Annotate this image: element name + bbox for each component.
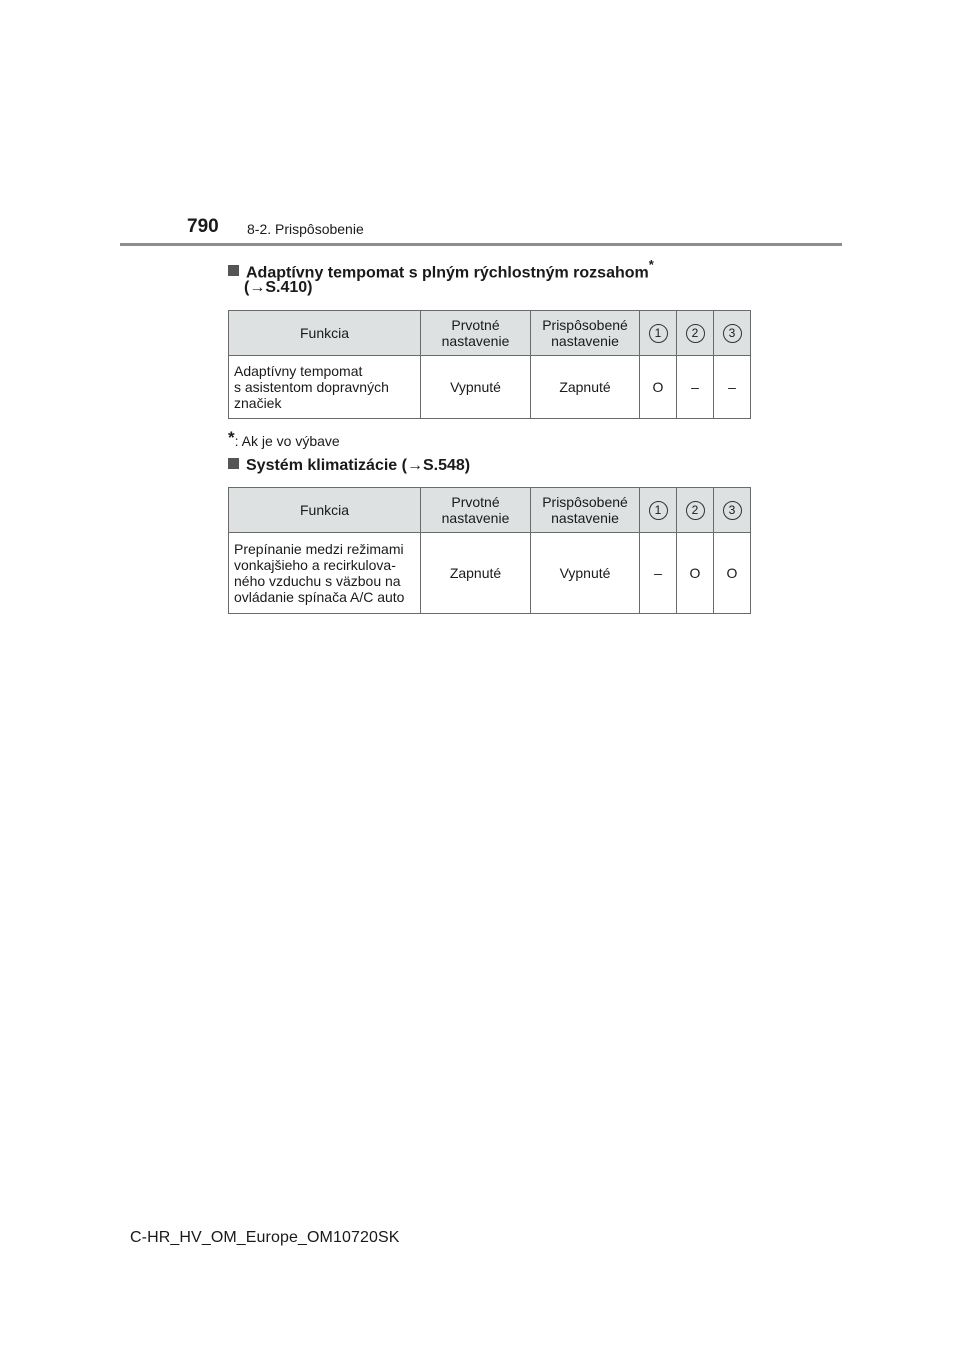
cell-custom: Zapnuté <box>531 356 640 419</box>
cell-c2: – <box>677 356 714 419</box>
function-line: vonkajšieho a recirkulova- <box>234 557 396 573</box>
cell-custom: Vypnuté <box>531 533 640 614</box>
footnote-text: : Ak je vo výbave <box>234 433 340 449</box>
table-row <box>229 533 751 614</box>
header-divider <box>120 243 842 246</box>
col-header-initial: Prvotné nastavenie <box>421 488 531 533</box>
circled-number-3-icon: 3 <box>723 501 742 520</box>
function-line: Adaptívny tempomat <box>234 363 363 379</box>
table-header-row <box>229 311 751 356</box>
cell-function <box>229 533 421 614</box>
function-line: ovládanie spínača A/C auto <box>234 589 405 605</box>
circled-number-1-icon: 1 <box>649 501 668 520</box>
function-line: Prepínanie medzi režimami <box>234 541 404 557</box>
col-header-2 <box>677 311 714 356</box>
circled-number-1-icon: 1 <box>649 324 668 343</box>
cell-function <box>229 356 421 419</box>
col-header-3 <box>714 311 751 356</box>
customization-table-2 <box>228 487 751 614</box>
function-line: s asistentom dopravných <box>234 379 389 395</box>
cell-initial: Vypnuté <box>421 356 531 419</box>
page-number: 790 <box>187 216 219 237</box>
footnote-mark: * <box>228 428 235 447</box>
section2-title: Systém klimatizácie (→S.548) <box>246 457 471 474</box>
col-header-initial: Prvotné nastavenie <box>421 311 531 356</box>
col-header-1 <box>640 488 677 533</box>
circled-number-2-icon: 2 <box>686 501 705 520</box>
table-header-row <box>229 488 751 533</box>
col-header-custom: Prispôsobené nastavenie <box>531 311 640 356</box>
cell-c2: O <box>677 533 714 614</box>
cell-c3: – <box>714 356 751 419</box>
col-header-function: Funkcia <box>229 488 421 533</box>
section1-title: Adaptívny tempomat s plným rýchlostným rozsahom <box>246 264 649 282</box>
bullet-square-icon <box>228 265 239 276</box>
col-header-2 <box>677 488 714 533</box>
document-id: C-HR_HV_OM_Europe_OM10720SK <box>130 1229 400 1246</box>
cell-c1: – <box>640 533 677 614</box>
asterisk-mark: * <box>648 257 654 272</box>
section1-ref: (→S.410) <box>244 279 313 296</box>
function-line: ného vzduchu s väzbou na <box>234 573 401 589</box>
table-row <box>229 356 751 419</box>
footnote <box>228 428 340 449</box>
circled-number-2-icon: 2 <box>686 324 705 343</box>
bullet-square-icon <box>228 458 239 469</box>
col-header-function: Funkcia <box>229 311 421 356</box>
customization-table-1 <box>228 310 751 419</box>
cell-c1: O <box>640 356 677 419</box>
col-header-3 <box>714 488 751 533</box>
section-title: 8-2. Prispôsobenie <box>247 221 364 237</box>
col-header-1 <box>640 311 677 356</box>
col-header-custom: Prispôsobené nastavenie <box>531 488 640 533</box>
function-line: značiek <box>234 395 282 411</box>
section2-heading <box>228 455 470 477</box>
circled-number-3-icon: 3 <box>723 324 742 343</box>
cell-c3: O <box>714 533 751 614</box>
cell-initial: Zapnuté <box>421 533 531 614</box>
